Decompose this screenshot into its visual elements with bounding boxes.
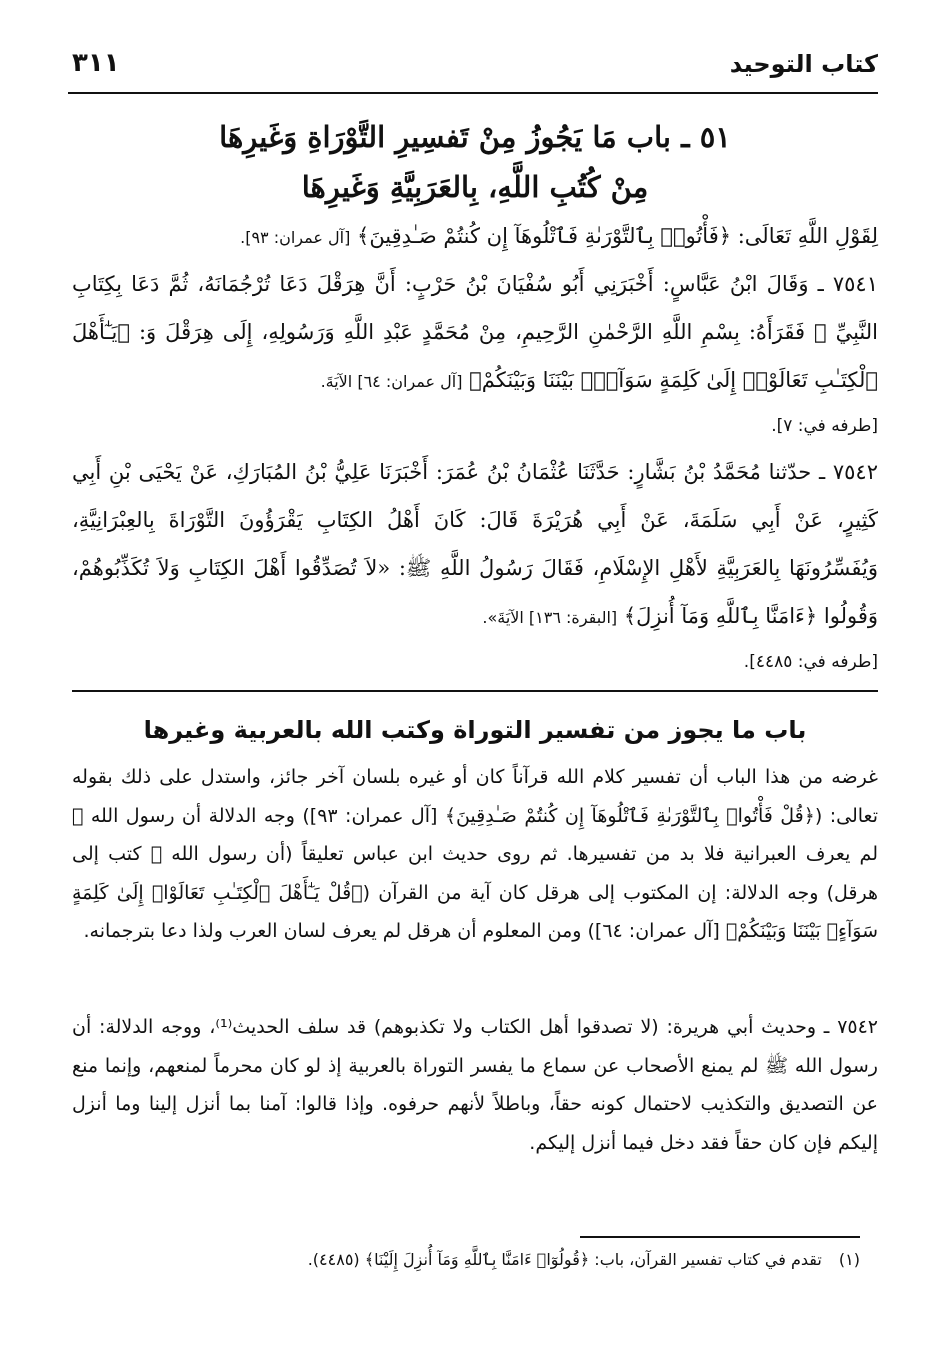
intro-verse <box>72 212 878 262</box>
chapter-title <box>80 112 870 212</box>
commentary-paragraph-2: ٧٥٤٢ ـ وحديث أبي هريرة: (لا تصدقوا أهل الكتاب ولا تكذبوهم) قد سلف الحديث⁽¹⁾، ووجه الدلالة: أن رسول الله ﷺ لم يمنع الأصحاب عن سماع ما يفسر التوراة بالعربية إذ لو كان محرماً لمنعهم، وإنما منع عن التصديق والتكذيب لاحتمال كونه حقاً، وباطلاً لأنهم حرفوه. وإذا قالوا: آمنا بما أنزل إلينا وما أنزل إليكم فإن كان حقاً فقد دخل فيما أنزل إليكم. <box>72 1016 879 1154</box>
hadith-7542-tarafuh: [طرفه في: ٤٤٨٥]. <box>743 652 878 672</box>
hadith-7541 <box>72 260 878 446</box>
hadith-7542-text: ٧٥٤٢ ـ حدّثنا مُحَمَّدُ بْنُ بَشَّارٍ: حَدَّثَنَا عُثْمَانُ بْنُ عُمَرَ: أَخْبَرَنَا عَلِيُّ بْنُ المُبَارَكِ، عَنْ يَحْيَى بْنِ أَبِي كَثِيرٍ، عَنْ أَبِي سَلَمَةَ، عَنْ أَبِي هُرَيْرَةَ قَالَ: كَانَ أَهْلُ الكِتَابِ يَقْرَؤُونَ التَّوْرَاةَ بِالعِبْرَانِيَّةِ، وَيُفَسِّرُونَهَا بِالعَرَبِيَّةِ لأَهْلِ الإِسْلَامِ، فَقَالَ رَسُولُ اللَّهِ ﷺ: «لاَ تُصَدِّقُوا أَهْلَ الكِتَابِ وَلاَ تُكَذِّبُوهُمْ، وَقُولُوا ﴿ءَامَنَّا بِٱللَّهِ وَمَآ أُنزِلَ﴾ <box>72 460 878 628</box>
footnote-number: (١) <box>838 1250 860 1269</box>
section-divider <box>72 690 878 692</box>
commentary-paragraph-1: غرضه من هذا الباب أن تفسير كلام الله قرآناً كان أو غيره بلسان آخر جائز، واستدل على ذلك بقوله تعالى: (﴿قُلْ فَأْتُوا۟ بِٱلتَّوْرَىٰةِ فَٱتْلُوهَآ إِن كُنتُمْ صَـٰدِقِينَ﴾ [آل عمران: ٩٣]) وجه الدلالة أن رسول الله ﷺ لم يعرف العبرانية فلا بد من تفسيرها. ثم روى حديث ابن عباس تعليقاً (أن رسول الله ﷺ كتب إلى هرقل) وجه الدلالة: إن المكتوب إلى هرقل كان آية من القرآن (﴿قُلْ يَـٰٓأَهْلَ ٱلْكِتَـٰبِ تَعَالَوْا۟ إِلَىٰ كَلِمَةٍ سَوَآءٍۭ بَيْنَنَا وَبَيْنَكُمْ﴾ [آل عمران: ٦٤]) ومن المعلوم أن هرقل لم يعرف لسان العرب ولذا دعا بترجمانه. <box>72 766 878 942</box>
hadith-7542-ref: [البقرة: ١٣٦] الآيَةَ». <box>482 608 618 627</box>
footnote-text: تقدم في كتاب تفسير القرآن، باب: ﴿قُولُوٓا۟ ءَامَنَّا بِٱللَّهِ وَمَآ أُنزِلَ إِلَيْنَا﴾ (٤٤٨٥). <box>307 1250 822 1269</box>
page-number: ٣١١ <box>72 48 120 78</box>
hadith-7542 <box>72 448 878 682</box>
chapter-title-line-1: ٥١ ـ باب مَا يَجُوزُ مِنْ تَفسِيرِ التَّوْرَاةِ وَغَيرِهَا <box>219 120 731 154</box>
book-title: كتاب التوحيد <box>729 50 878 78</box>
footnote-divider <box>580 1236 860 1238</box>
hadith-7541-tarafuh: [طرفه في: ٧]. <box>771 416 878 436</box>
hadith-7541-text: ٧٥٤١ ـ وَقَالَ ابْنُ عَبَّاسٍ: أَخْبَرَنِي أَبُو سُفْيَانَ بْنُ حَرْبٍ: أَنَّ هِرَقْلَ دَعَا تُرْجُمَانَهُ، ثُمَّ دَعَا بِكِتَابِ النَّبِيِّ ﷺ فَقَرَأَهُ: بِسْمِ اللَّهِ الرَّحْمٰنِ الرَّحِيمِ، مِنْ مُحَمَّدٍ عَبْدِ اللَّهِ وَرَسُولِهِ، إِلَى هِرَقْلَ وَ: ﴿يَـٰٓأَهْلَ ٱلْكِتَـٰبِ تَعَالَوْا۟ إِلَىٰ كَلِمَةٍ سَوَآءٍۭ بَيْنَنَا وَبَيْنَكُمْ﴾ <box>72 272 878 392</box>
hadith-7541-ref: [آل عمران: ٦٤] الآيَةَ. <box>320 372 463 391</box>
intro-text: لِقَوْلِ اللَّهِ تَعَالَى: ﴿فَأْتُوا۟ بِٱلتَّوْرَىٰةِ فَٱتْلُوهَآ إِن كُنتُمْ صَـٰدِقِينَ﴾ <box>357 224 878 248</box>
commentary-title: باب ما يجوز من تفسير التوراة وكتب الله بالعربية وغيرها <box>143 716 807 744</box>
intro-ref: [آل عمران: ٩٣]. <box>240 228 351 247</box>
footnote <box>72 1245 860 1275</box>
page-header <box>68 40 878 94</box>
chapter-title-line-2: مِنْ كُتُبِ اللَّهِ، بِالعَرَبِيَّةِ وَغَيرِهَا <box>301 170 649 204</box>
